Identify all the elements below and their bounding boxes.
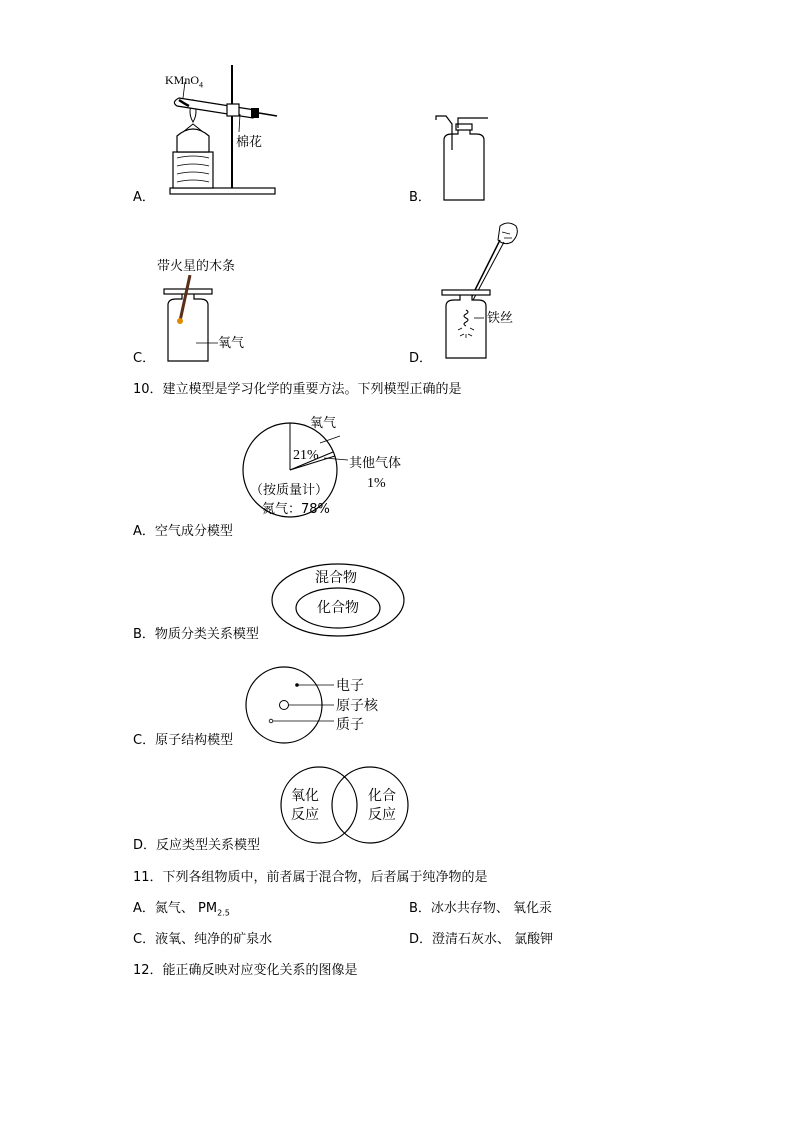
pie-nitrogen-label: 氮气：78% (262, 502, 330, 517)
compound-label: 化合物 (317, 600, 359, 616)
figure-c-splint-label: 带火星的木条 (157, 259, 236, 274)
figure-a-cotton-label: 棉花 (236, 135, 263, 150)
figure-a-reagent-label (165, 74, 203, 89)
option-11d[interactable]: D．澄清石灰水、 氯酸钾 (409, 932, 554, 947)
question-10-stem: 10．建立模型是学习化学的重要方法。下列模型正确的是 (133, 382, 462, 397)
option-10c-caption[interactable]: C．原子结构模型 (133, 733, 234, 748)
option-10b-caption[interactable]: B．物质分类关系模型 (133, 627, 259, 642)
figure-b-gas-bottle (432, 110, 492, 205)
option-11a[interactable] (133, 902, 230, 918)
nucleus-label: 原子核 (336, 698, 378, 714)
option-10d-caption[interactable]: D．反应类型关系模型 (133, 838, 261, 853)
venn-left-line2: 反应 (291, 807, 319, 823)
figure-c-oxygen-bottle (160, 275, 220, 365)
pie-other-percent: 1% (367, 476, 386, 491)
figure-d-iron-wire (438, 218, 528, 363)
question-11-stem: 11．下列各组物质中，前者属于混合物，后者属于纯净物的是 (133, 870, 488, 885)
option-c-label[interactable]: C． (133, 351, 156, 366)
reaction-type-venn (278, 764, 413, 846)
figure-c-gas-label: 氧气 (218, 336, 245, 351)
electron-label: 电子 (336, 678, 364, 694)
venn-left-line1: 氧化 (291, 788, 319, 804)
mixture-label: 混合物 (315, 570, 357, 586)
option-a-label[interactable]: A． (133, 190, 155, 205)
pie-basis-label: （按质量计） (250, 483, 329, 498)
pie-oxygen-percent: 21% (293, 448, 319, 463)
reagent-formula: KMnO (165, 73, 200, 87)
option-10a-caption[interactable]: A．空气成分模型 (133, 524, 233, 539)
option-11b[interactable]: B．冰水共存物、 氧化汞 (409, 901, 553, 916)
option-b-label[interactable]: B． (409, 190, 431, 205)
atom-structure-model (240, 665, 340, 745)
question-12-stem: 12．能正确反映对应变化关系的图像是 (133, 963, 358, 978)
pie-oxygen-label: 氧气 (310, 416, 337, 431)
figure-c-gas-pointer (196, 340, 220, 346)
pie-other-label: 其他气体 (349, 456, 402, 471)
proton-label: 质子 (336, 717, 364, 733)
venn-right-line2: 反应 (368, 807, 396, 823)
reagent-subscript: 4 (199, 80, 204, 90)
option-11a-text: A．氮气、 PM (133, 901, 218, 916)
venn-right-line1: 化合 (368, 788, 396, 804)
figure-d-wire-label: 铁丝 (487, 311, 514, 326)
option-11c[interactable]: C．液氧、纯净的矿泉水 (133, 932, 273, 947)
option-d-label[interactable]: D． (409, 351, 433, 366)
option-11a-subscript: 2.5 (217, 908, 230, 918)
